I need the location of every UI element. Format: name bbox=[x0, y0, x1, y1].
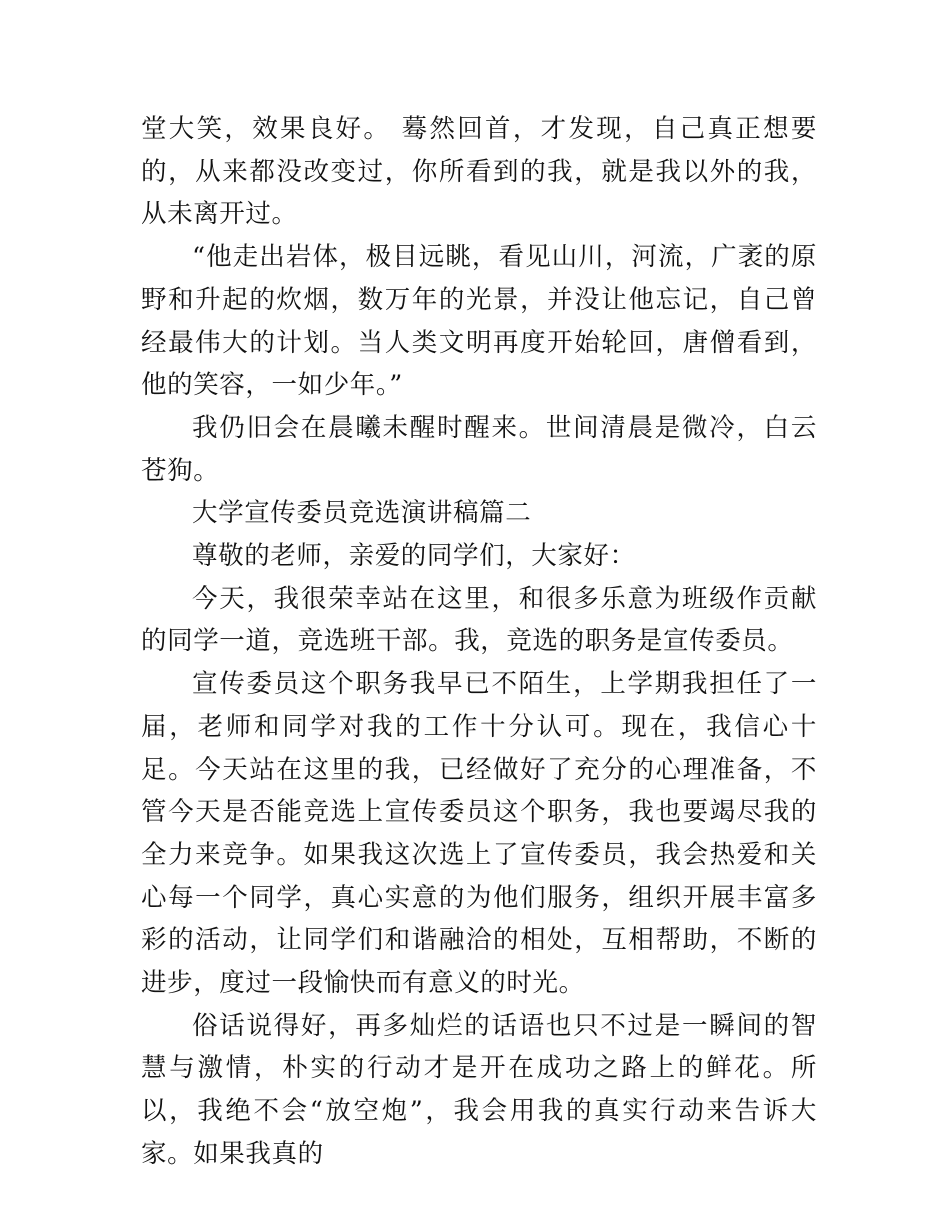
paragraph-7: 宣传委员这个职务我早已不陌生，上学期我担任了一届，老师和同学对我的工作十分认可。现在，我信心十足。今天站在这里的我，已经做好了充分的心理准备，不管今天是否能竞选上宣传委员这个职务，我也要竭尽我的全力来竞争。如果我这次选上了宣传委员，我会热爱和关心每一个同学，真心实意的为他们服务，组织开展丰富多彩的活动，让同学们和谐融洽的相处，互相帮助，不断的进步，度过一段愉快而有意义的时光。 bbox=[141, 669, 817, 999]
salutation: 尊敬的老师，亲爱的同学们，大家好： bbox=[192, 541, 636, 572]
section-heading: 大学宣传委员竞选演讲稿篇二 bbox=[192, 498, 532, 529]
paragraph-2: “他走出岩体，极目远眺，看见山川，河流，广袤的原野和升起的炊烟，数万年的光景，并没让他忘记，自己曾经最伟大的计划。当人类文明再度开始轮回，唐僧看到，他的笑容，一如少年。” bbox=[141, 242, 817, 401]
paragraph-6: 今天，我很荣幸站在这里，和很多乐意为班级作贡献的同学一道，竞选班干部。我，竞选的职务是宣传委员。 bbox=[141, 583, 817, 657]
paragraph-3: 我仍旧会在晨曦未醒时醒来。世间清晨是微冷，白云苍狗。 bbox=[141, 412, 817, 486]
paragraph-1: 堂大笑，效果良好。 蓦然回首，才发现，自己真正想要的，从来都没改变过，你所看到的我，就是我以外的我，从未离开过。 bbox=[141, 114, 817, 230]
document-page bbox=[141, 108, 817, 1176]
paragraph-8: 俗话说得好，再多灿烂的话语也只不过是一瞬间的智慧与激情，朴实的行动才是开在成功之路上的鲜花。所以，我绝不会“放空炮”，我会用我的真实行动来告诉大家。如果我真的 bbox=[141, 1010, 817, 1169]
